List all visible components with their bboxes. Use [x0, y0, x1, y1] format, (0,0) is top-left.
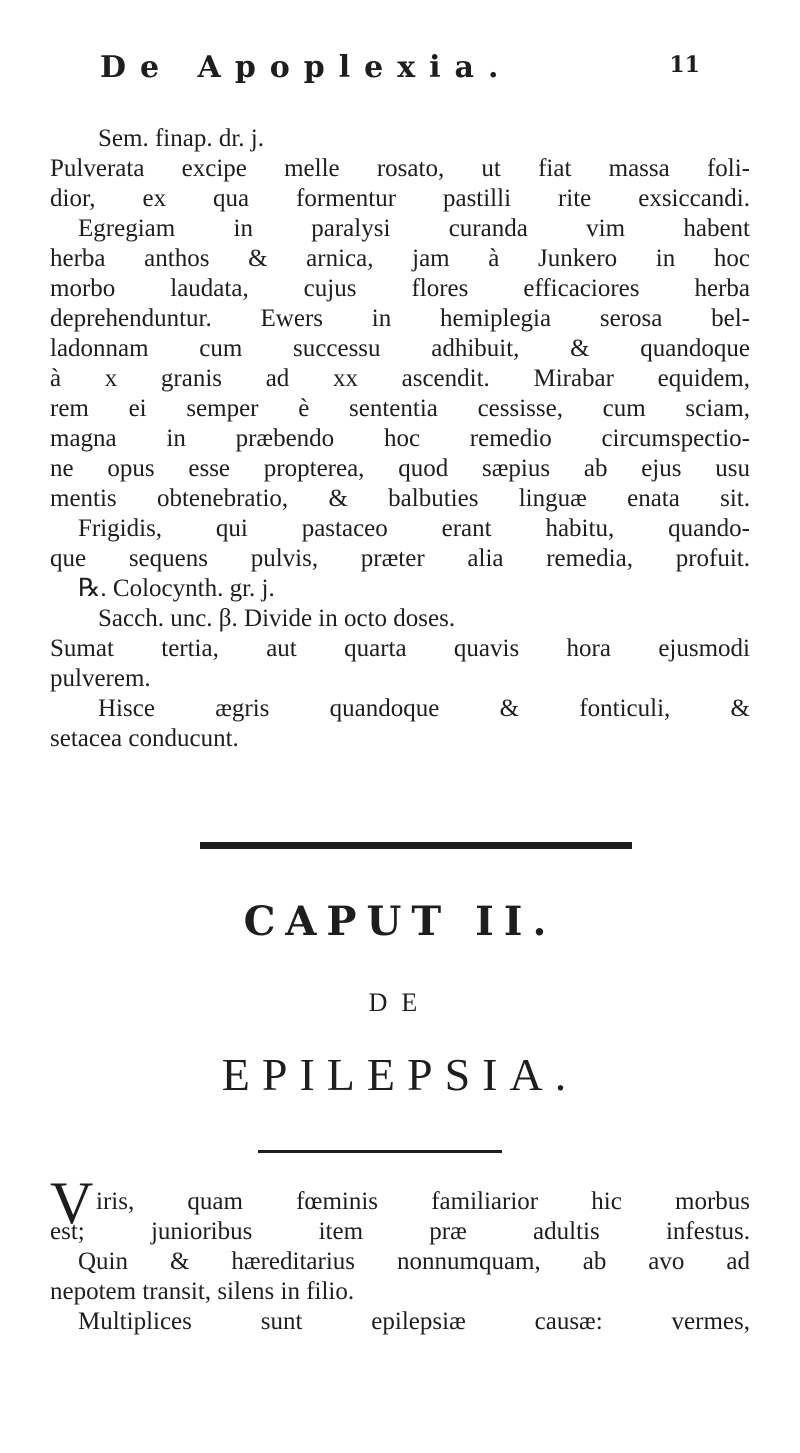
- text-line: Sem. finap. dr. j.: [98, 125, 264, 152]
- text-line: morbo laudata, cujus flores efficaciores herba: [50, 275, 750, 302]
- divider-rule: [258, 1150, 502, 1153]
- text-block-apoplexia: [50, 124, 750, 754]
- text-line: est; junioribus item præ adultis infestus.: [50, 1218, 750, 1245]
- text-line: Quin & hæreditarius nonnumquam, ab avo ad: [78, 1248, 750, 1275]
- drop-cap: V: [50, 1170, 94, 1236]
- text-line: dior, ex qua formentur pastilli rite exsiccandi.: [50, 185, 750, 212]
- text-line: rem ei semper è sententia cessisse, cum sciam,: [50, 395, 750, 422]
- page-number: 11: [669, 52, 700, 78]
- text-line: ne opus esse propterea, quod sæpius ab ejus usu: [50, 455, 750, 482]
- text-line: setacea conducunt.: [50, 725, 239, 752]
- chapter-preposition: DE: [368, 988, 432, 1017]
- chapter-title: CAPUT II.: [243, 898, 557, 945]
- text-line: Pulverata excipe melle rosato, ut fiat massa foli-: [50, 155, 750, 182]
- text-line: à x granis ad xx ascendit. Mirabar equidem,: [50, 365, 750, 392]
- text-line: pulverem.: [50, 665, 151, 692]
- running-head: [100, 50, 700, 90]
- text-line: ladonnam cum successu adhibuit, & quandoque: [50, 335, 750, 362]
- ornamental-rule: [200, 842, 632, 849]
- text-line: herba anthos & arnica, jam à Junkero in hoc: [50, 245, 750, 272]
- text-line: deprehenduntur. Ewers in hemiplegia serosa bel-: [50, 305, 750, 332]
- text-line: nepotem transit, silens in filio.: [50, 1278, 355, 1305]
- text-line: Hisce ægris quandoque & fonticuli, &: [98, 695, 750, 722]
- text-line: mentis obtenebratio, & balbuties linguæ enata sit.: [50, 485, 750, 512]
- text-line: magna in præbendo hoc remedio circumspectio-: [50, 425, 750, 452]
- text-line: Egregiam in paralysi curanda vim habent: [78, 215, 750, 242]
- text-line: Frigidis, qui pastaceo erant habitu, quando-: [78, 515, 750, 542]
- recipe-line: ℞. Colocynth. gr. j.: [78, 575, 275, 602]
- first-line-text: iris, quam fœminis familiarior hic morbus: [96, 1188, 750, 1215]
- text-line: Multiplices sunt epilepsiæ causæ: vermes,: [78, 1308, 750, 1335]
- text-line: Sumat tertia, aut quarta quavis hora ejusmodi: [50, 635, 750, 662]
- recipe-line: Sacch. unc. β. Divide in octo doses.: [98, 605, 456, 632]
- text-block-epilepsia: [50, 1170, 750, 1337]
- running-title: De Apoplexia.: [100, 50, 513, 85]
- chapter-subject: EPILEPSIA.: [221, 1049, 579, 1100]
- text-line: que sequens pulvis, præter alia remedia, profuit.: [50, 545, 750, 572]
